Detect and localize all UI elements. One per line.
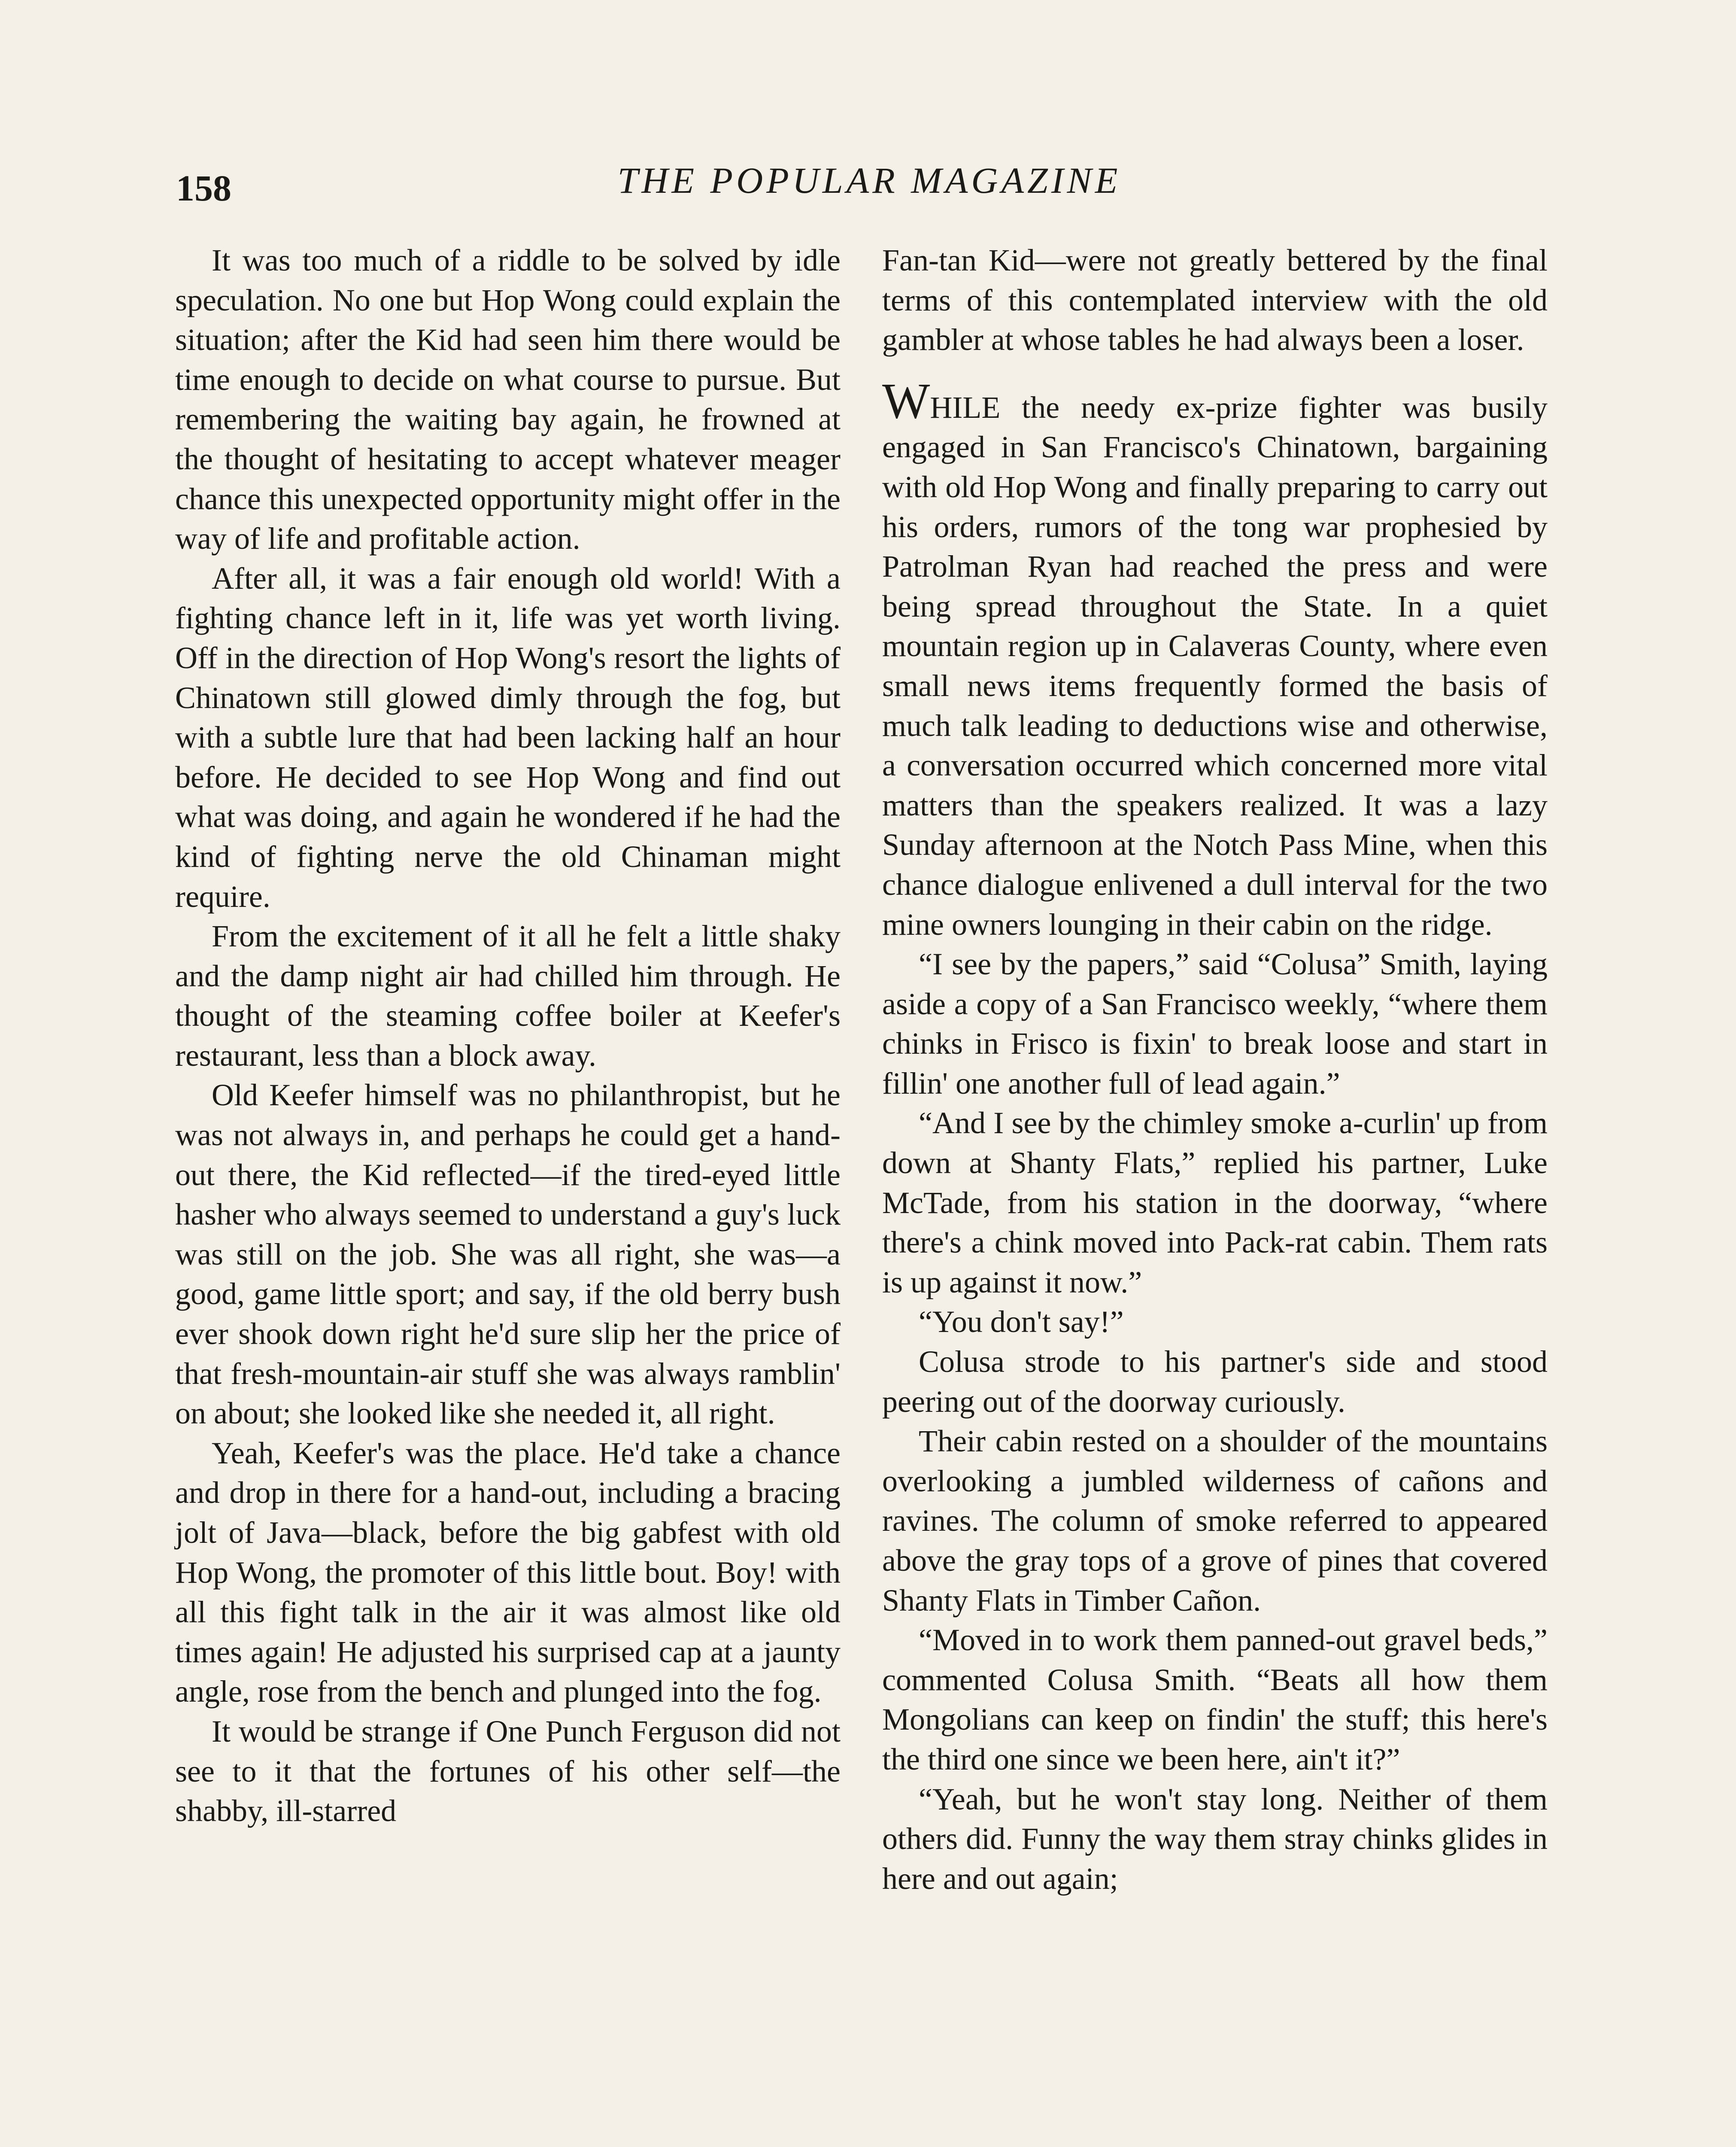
running-title: THE POPULAR MAGAZINE: [617, 160, 1121, 201]
section-opening-paragraph: [882, 372, 1548, 944]
paragraph: “You don't say!”: [919, 1305, 1124, 1339]
page-number: 158: [176, 167, 231, 209]
paragraph: Their cabin rested on a shoulder of the mountains overlooking a jumbled wilderness of cañons and ravines. The column of smoke referred to appeared above the gray tops of a grove of pines that covered Shanty Flats in Timber Cañon.: [882, 1424, 1548, 1618]
right-column: [882, 240, 1548, 1898]
paragraph: Old Keefer himself was no philanthropist, but he was not always in, and perhaps he could get a hand-out there, the Kid reflected—if the tired-eyed little hasher who always seemed to understand a guy's luck was still on the job. She was all right, she was—a good, game little sport; and say, if the old berry bush ever shook down right he'd sure slip her the price of that fresh-mountain-air stuff she was always ramblin' on about; she looked like she needed it, all right.: [175, 1078, 841, 1431]
paragraph: Yeah, Keefer's was the place. He'd take a chance and drop in there for a hand-out, including a bracing jolt of Java—black, before the big gabfest with old Hop Wong, the promoter of this little bout. Boy! with all this fight talk in the air it was almost like old times again! He adjusted his surprised cap at a jaunty angle, rose from the bench and plunged into the fog.: [175, 1435, 841, 1709]
continued-paragraph: Fan-tan Kid—were not greatly bettered by the final terms of this contemplated interview with the old gambler at whose tables he had always been a loser.: [882, 243, 1548, 357]
paragraph: It was too much of a riddle to be solved by idle speculation. No one but Hop Wong could explain the situation; after the Kid had seen him there would be time enough to decide on what course to pursue. But remembering the waiting bay again, he frowned at the thought of hesitating to accept whatever meager chance this unexpected opportunity might offer in the way of life and profitable action.: [175, 243, 841, 556]
paragraph: After all, it was a fair enough old world! With a fighting chance left in it, life was yet worth living. Off in the direction of Hop Wong's resort the lights of Chinatown still glowed dimly through the fog, but with a subtle lure that had been lacking half an hour before. He decided to see Hop Wong and find out what was doing, and again he wondered if he had the kind of fighting nerve the old Chinaman might require.: [175, 561, 841, 914]
paragraph: “Yeah, but he won't stay long. Neither of them others did. Funny the way them stray chinks glides in here and out again;: [882, 1782, 1548, 1896]
paragraph: “And I see by the chimley smoke a-curlin' up from down at Shanty Flats,” replied his partner, Luke McTade, from his station in the doorway, “where there's a chink moved into Pack-rat cabin. Them rats is up against it now.”: [882, 1106, 1548, 1299]
drop-cap: W: [882, 372, 930, 429]
page-header: [176, 159, 1563, 215]
paragraph: Colusa strode to his partner's side and stood peering out of the doorway curiously.: [882, 1344, 1548, 1419]
paragraph: From the excitement of it all he felt a little shaky and the damp night air had chilled him through. He thought of the steaming coffee boiler at Keefer's restaurant, less than a block away.: [175, 919, 841, 1073]
left-column: [175, 240, 841, 1831]
paragraph: “I see by the papers,” said “Colusa” Smith, laying aside a copy of a San Francisco weekly, “where them chinks in Frisco is fixin' to break loose and start in fillin' one another full of lead again.”: [882, 947, 1548, 1101]
paragraph: “Moved in to work them panned-out gravel beds,” commented Colusa Smith. “Beats all how them Mongolians can keep on findin' the stuff; this here's the third one since we been here, ain't it?”: [882, 1623, 1548, 1776]
paragraph: It would be strange if One Punch Ferguson did not see to it that the fortunes of his other self—the shabby, ill-starred: [175, 1714, 841, 1828]
section-opening-text: HILE the needy ex-prize fighter was busily engaged in San Francisco's Chinatown, bargaining with old Hop Wong and finally preparing to carry out his orders, rumors of the tong war prophesied by Patrolman Ryan had reached the press and were being spread throughout the State. In a quiet mountain region up in Calaveras County, where even small news items frequently formed the basis of much talk leading to deductions wise and otherwise, a conversation occurred which concerned more vital matters than the speakers realized. It was a lazy Sunday afternoon at the Notch Pass Mine, when this chance dialogue enlivened a dull interval for the two mine owners lounging in their cabin on the ridge.: [882, 390, 1548, 942]
